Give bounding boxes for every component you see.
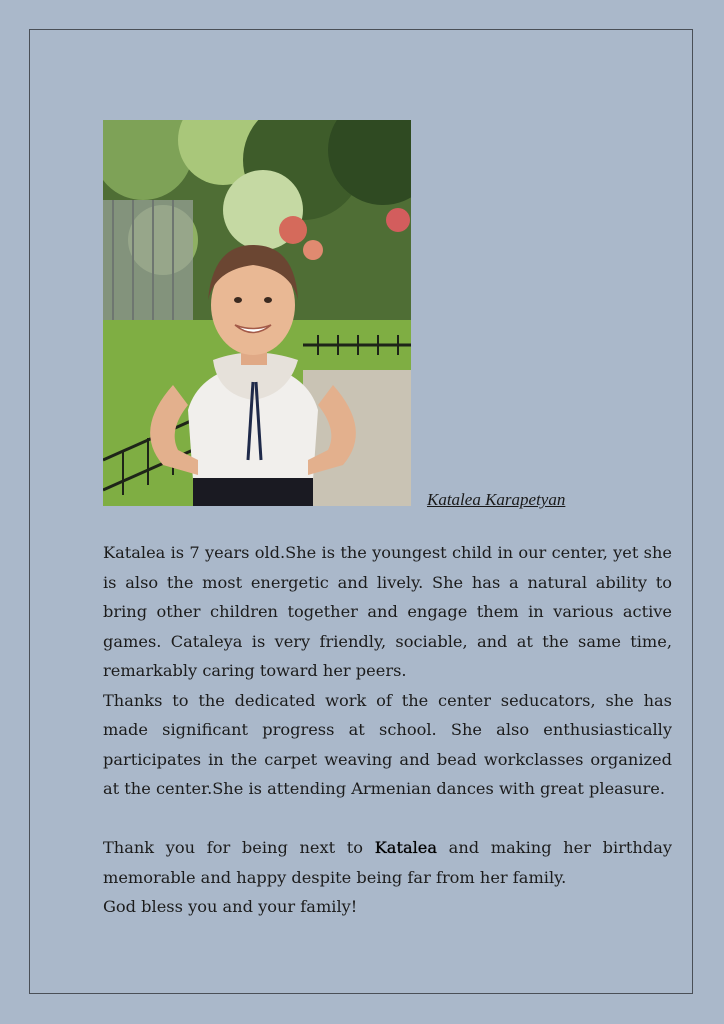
- thanks-after: and making her birthday memorable and happy despite being far from her family.: [103, 838, 673, 887]
- paragraph-spacer: [103, 804, 672, 834]
- story-text: [103, 538, 672, 922]
- photo-caption: Katalea Karapetyan: [427, 490, 566, 509]
- paragraph-progress: Thanks to the dedicated work of the center seducators, she has made significant progress at school. She also enthusiastically participates in the carpet weaving and bead workclasses organized at the center.She is attending Armenian dances with great pleasure.: [103, 690, 672, 798]
- paragraph-intro: Katalea is 7 years old.She is the youngest child in our center, yet she is also the most energetic and lively. She has a natural ability to bring other children together and engage them in various active games. Cataleya is very friendly, sociable, and at the same time, remarkably caring toward her peers.: [103, 543, 672, 680]
- paragraph-thanks: [103, 833, 672, 892]
- paragraph-blessing: God bless you and your family!: [103, 897, 358, 916]
- child-photo: [103, 120, 411, 506]
- thanks-before: Thank you for being next to: [103, 838, 375, 857]
- child-name: Katalea: [374, 838, 438, 857]
